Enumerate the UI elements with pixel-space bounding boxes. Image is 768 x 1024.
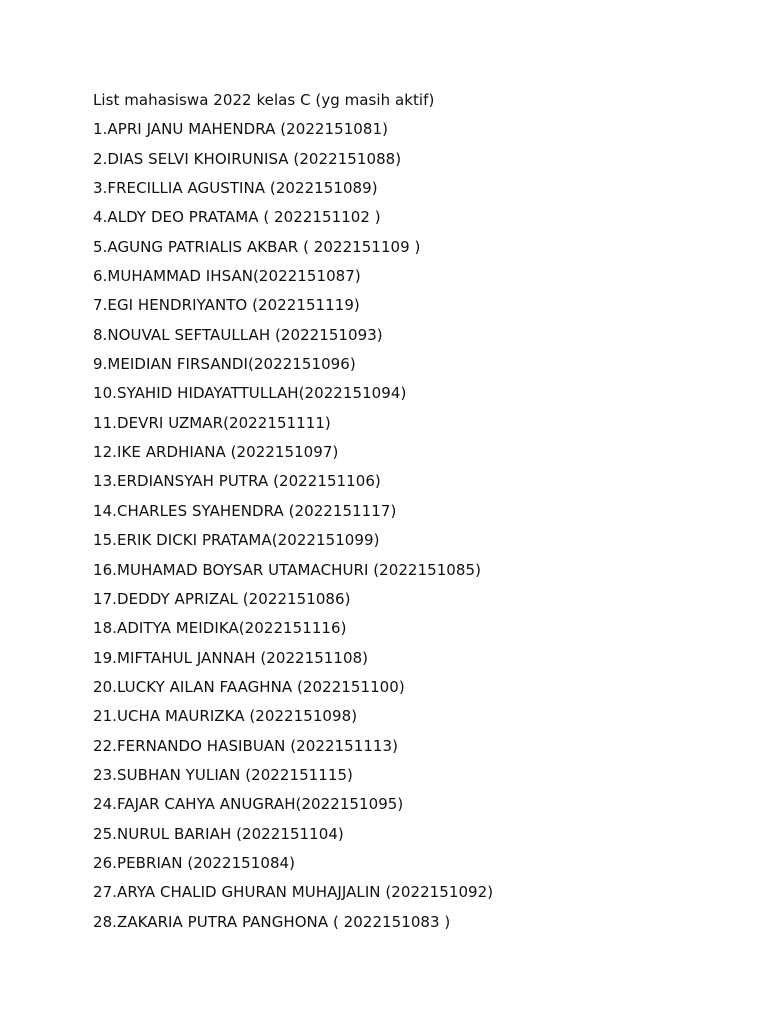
student-list	[93, 115, 733, 937]
student-item: 21.UCHA MAURIZKA (2022151098)	[93, 707, 358, 726]
student-item: 13.ERDIANSYAH PUTRA (2022151106)	[93, 472, 381, 491]
student-item: 18.ADITYA MEIDIKA(2022151116)	[93, 619, 347, 638]
document-heading: List mahasiswa 2022 kelas C (yg masih aktif)	[93, 91, 435, 109]
student-item: 6.MUHAMMAD IHSAN(2022151087)	[93, 267, 361, 286]
student-item: 7.EGI HENDRIYANTO (2022151119)	[93, 296, 360, 315]
student-item: 22.FERNANDO HASIBUAN (2022151113)	[93, 736, 399, 755]
student-item: 2.DIAS SELVI KHOIRUNISA (2022151088)	[93, 149, 402, 168]
student-item: 1.APRI JANU MAHENDRA (2022151081)	[93, 120, 388, 139]
student-item: 16.MUHAMAD BOYSAR UTAMACHURI (2022151085)	[93, 560, 481, 579]
student-item: 17.DEDDY APRIZAL (2022151086)	[93, 589, 351, 608]
student-item: 25.NURUL BARIAH (2022151104)	[93, 824, 344, 843]
student-item: 26.PEBRIAN (2022151084)	[93, 853, 296, 872]
student-item: 14.CHARLES SYAHENDRA (2022151117)	[93, 501, 397, 520]
student-item: 3.FRECILLIA AGUSTINA (2022151089)	[93, 179, 378, 198]
student-item: 23.SUBHAN YULIAN (2022151115)	[93, 765, 353, 784]
student-item: 27.ARYA CHALID GHURAN MUHAJJALIN (2022151092)	[93, 883, 494, 902]
student-item: 19.MIFTAHUL JANNAH (2022151108)	[93, 648, 369, 667]
student-item: 10.SYAHID HIDAYATTULLAH(2022151094)	[93, 384, 407, 403]
student-item: 12.IKE ARDHIANA (2022151097)	[93, 443, 339, 462]
student-item: 9.MEIDIAN FIRSANDI(2022151096)	[93, 355, 356, 374]
student-item: 5.AGUNG PATRIALIS AKBAR ( 2022151109 )	[93, 237, 421, 256]
document-page	[93, 86, 733, 937]
student-item: 28.ZAKARIA PUTRA PANGHONA ( 2022151083 )	[93, 912, 451, 931]
student-item: 20.LUCKY AILAN FAAGHNA (2022151100)	[93, 677, 405, 696]
student-item: 4.ALDY DEO PRATAMA ( 2022151102 )	[93, 208, 381, 227]
student-item: 11.DEVRI UZMAR(2022151111)	[93, 413, 331, 432]
student-item: 8.NOUVAL SEFTAULLAH (2022151093)	[93, 325, 383, 344]
student-item: 24.FAJAR CAHYA ANUGRAH(2022151095)	[93, 795, 404, 814]
student-item: 15.ERIK DICKI PRATAMA(2022151099)	[93, 531, 380, 550]
